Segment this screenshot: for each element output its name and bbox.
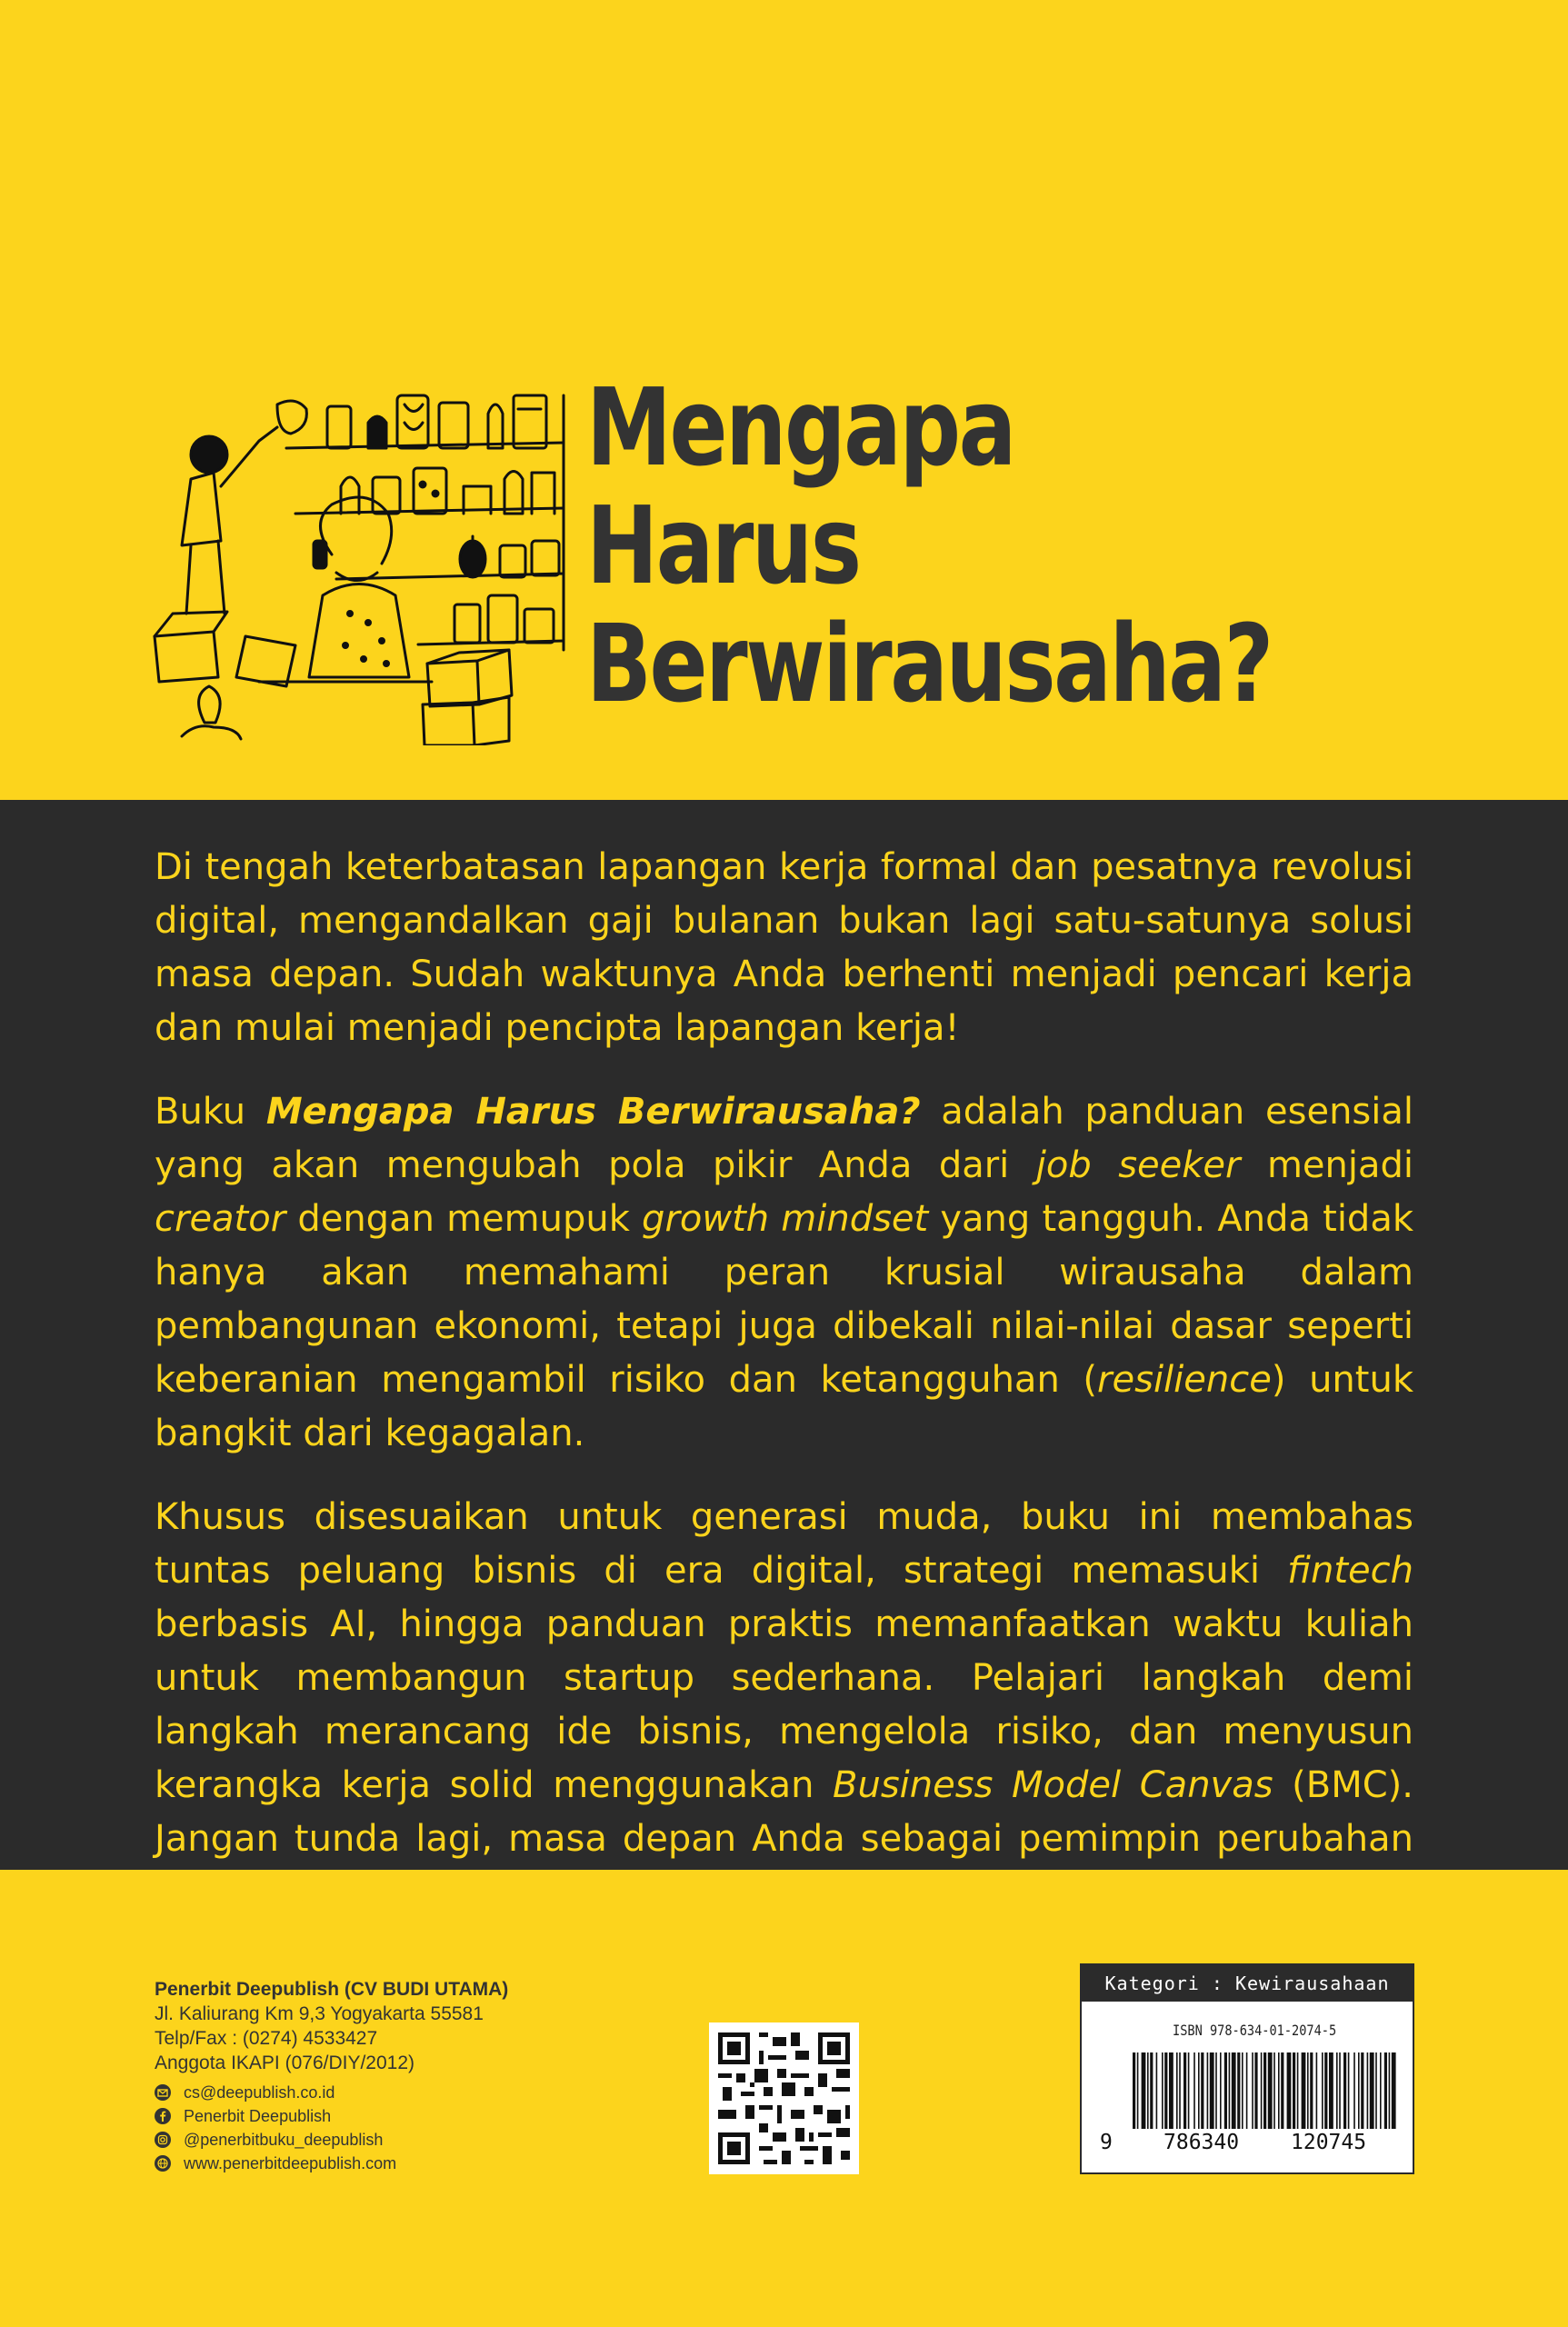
barcode: [1133, 2052, 1396, 2129]
title-line-2: Harus: [586, 483, 860, 608]
title-line-3: Berwirausaha?: [586, 601, 1272, 726]
contact-instagram: [155, 2128, 508, 2152]
title-line-1: Mengapa: [586, 365, 1014, 490]
blurb-paragraph-2: Buku Mengapa Harus Berwirausaha? adalah panduan esensial yang akan mengubah pola pikir Anda dari job seeker menjadi creator dengan memupuk growth mindset yang tangguh. Anda tidak hanya akan memahami peran krusial wirausaha dalam pembangunan ekonomi, tetapi juga dibekali nilai-nilai dasar seperti keberanian mengambil risiko dan ketangguhan (resilience) untuk bangkit dari kegagalan.: [155, 1091, 1414, 1454]
barcode-digits-right: 120745: [1291, 2131, 1367, 2154]
instagram-icon: [155, 2132, 171, 2148]
category-label: Kategori : Kewirausahaan: [1082, 1965, 1413, 2002]
publisher-member: Anggota IKAPI (076/DIY/2012): [155, 2052, 415, 2073]
publisher-info: [155, 1977, 508, 2175]
blurb-paragraph-3: Khusus disesuaikan untuk generasi muda, buku ini membahas tuntas peluang bisnis di era digital, strategi memasuki fintech berbasis AI, hingga panduan praktis memanfaatkan waktu kuliah untuk membangun startup sederhana. Pelajari langkah demi langkah merancang ide bisnis, mengelola risiko, dan menyusun kerangka kerja solid menggunakan Business Model Canvas (BMC). Jangan tunda lagi, masa depan Anda sebagai pemimpin perubahan dimulai sekarang!: [155, 1496, 1413, 1913]
isbn-number: ISBN 978-634-01-2074-5: [1173, 2022, 1337, 2039]
entrepreneur-shop-illustration: [150, 377, 568, 745]
facebook-link[interactable]: Penerbit Deepublish: [184, 2107, 332, 2125]
contact-facebook: [155, 2104, 508, 2128]
qr-code[interactable]: [709, 2022, 859, 2174]
globe-icon: [155, 2155, 171, 2172]
facebook-icon: [155, 2108, 171, 2124]
instagram-link[interactable]: @penerbitbuku_deepublish: [184, 2131, 384, 2149]
mail-icon: [155, 2084, 171, 2101]
blurb-paragraph-1: Di tengah keterbatasan lapangan kerja formal dan pesatnya revolusi digital, mengandalkan gaji bulanan bukan lagi satu-satunya solusi masa depan. Sudah waktunya Anda berhenti menjadi pencari kerja dan mulai menjadi pencipta lapangan kerja!: [155, 846, 1413, 1049]
publisher-phone: Telp/Fax : (0274) 4533427: [155, 2028, 378, 2049]
publisher-contacts: [155, 2081, 508, 2175]
book-title: [586, 365, 1313, 726]
blurb-text: [155, 841, 1413, 1950]
email-link[interactable]: cs@deepublish.co.id: [184, 2083, 335, 2102]
website-link[interactable]: www.penerbitdeepublish.com: [184, 2154, 397, 2172]
barcode-digit-lead: 9: [1100, 2131, 1113, 2154]
book-title-inline: Mengapa Harus Berwirausaha?: [265, 1091, 921, 1133]
barcode-digits-left: 786340: [1164, 2131, 1240, 2154]
publisher-address: Jl. Kaliurang Km 9,3 Yogyakarta 55581: [155, 2003, 484, 2024]
contact-website: [155, 2152, 508, 2175]
isbn-box: [1080, 1963, 1414, 2174]
contact-email: [155, 2081, 508, 2104]
publisher-name: Penerbit Deepublish (CV BUDI UTAMA): [155, 1979, 509, 2000]
